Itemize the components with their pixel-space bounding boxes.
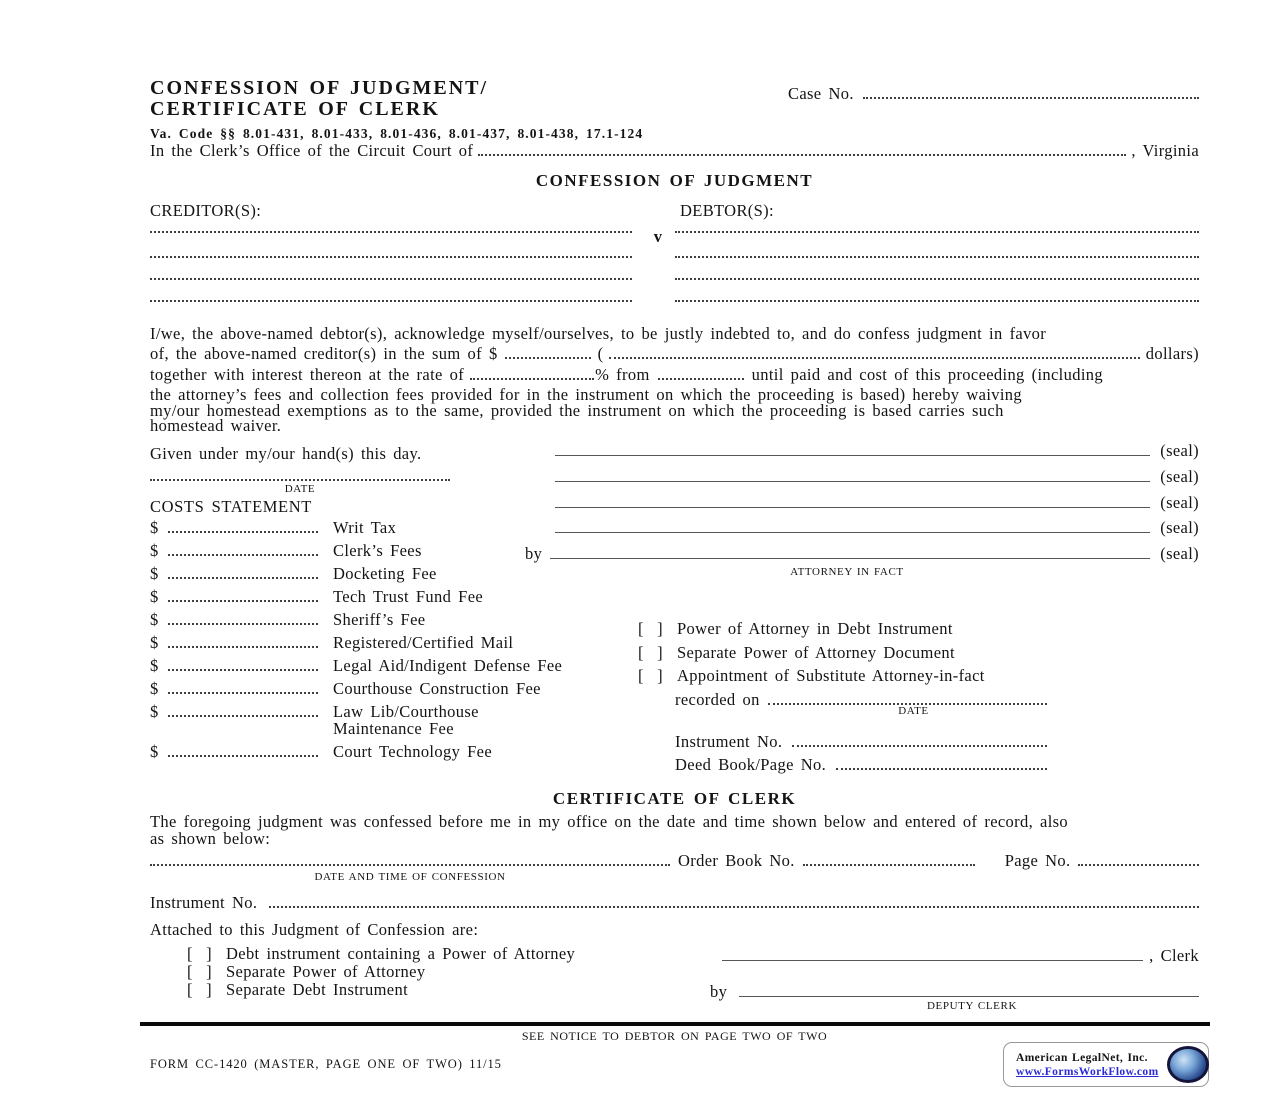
date-caption: DATE [284,483,316,495]
fee-amount-input-line[interactable] [168,703,318,717]
fee-label: Docketing Fee [333,564,437,583]
debtor-signature-line-3[interactable] [555,495,1150,508]
fee-label: Sheriff’s Fee [333,610,426,629]
debtor-signature-line-4[interactable] [555,520,1150,533]
debtor-line-4[interactable] [675,300,1199,302]
legalnet-url-link[interactable]: www.FormsWorkFlow.com [1016,1065,1159,1078]
dollar-sign: $ [150,587,159,606]
sum-amount-input-line[interactable] [505,345,591,359]
fee-label: Tech Trust Fund Fee [333,587,484,606]
dollar-sign: $ [150,564,159,583]
poa-option-row [638,619,953,639]
debt-instrument-poa-checkbox[interactable]: [ ] [187,944,212,963]
deputy-clerk-caption: DEPUTY CLERK [927,1000,1017,1012]
paragraph-text: my/our homestead exemptions as to the same, provided the instrument on which the proceeding is based carries such [150,401,1004,420]
paragraph-line [150,324,1199,344]
clerk-office-row [150,141,1199,161]
debtor-line-1[interactable] [675,231,1199,233]
poa-option-row [638,643,955,663]
signature-row [555,518,1199,535]
order-book-input-line[interactable] [803,852,975,866]
circuit-court-input-line[interactable] [478,142,1126,156]
versus-label: v [653,227,663,246]
interest-rate-input-line[interactable] [470,366,594,380]
poa-debt-instrument-checkbox[interactable]: [ ] [638,619,663,638]
clerk-signature-line[interactable] [722,948,1143,961]
dollar-sign: $ [150,679,159,698]
signature-row-by [525,544,1199,561]
fee-row [150,565,620,582]
by-label: by [525,544,543,563]
debtor-signature-line-2[interactable] [555,469,1150,482]
poa-option-label: Appointment of Substitute Attorney-in-fact [677,666,985,685]
paragraph-text: % from [595,365,650,384]
dollar-sign: $ [150,610,159,629]
debtor-label: DEBTOR(S): [680,201,774,220]
page-no-input-line[interactable] [1078,852,1199,866]
date-input-line[interactable] [150,467,450,481]
attorney-in-fact-signature-line[interactable] [550,546,1150,559]
deed-book-input-line[interactable] [836,756,1047,770]
clerk-suffix-label: , Clerk [1149,946,1199,965]
fee-amount-input-line[interactable] [168,680,318,694]
fee-row [150,634,620,651]
creditor-line-1[interactable] [150,231,632,233]
signature-row [555,467,1199,484]
fee-row [150,611,620,628]
signature-row [555,441,1199,458]
confession-datetime-input-line[interactable] [150,852,670,866]
deed-book-row [675,755,1047,775]
dollar-sign: $ [150,518,159,537]
legalnet-logo-box [1003,1042,1209,1087]
debtor-signature-line-1[interactable] [555,443,1150,456]
recorded-on-input-line[interactable] [768,691,1047,705]
paragraph-text: the attorney’s fees and collection fees provided for in the instrument on which the proceeding is based) hereby waiving [150,385,1022,404]
seal-label: (seal) [1160,467,1199,486]
fee-amount-input-line[interactable] [168,743,318,757]
costs-statement-title: COSTS STATEMENT [150,497,312,516]
attachment-label: Separate Power of Attorney [226,962,426,981]
fee-label: Court Technology Fee [333,742,493,761]
certificate-section-title: CERTIFICATE OF CLERK [552,789,797,808]
form-title [150,78,643,144]
deed-book-label: Deed Book/Page No. [675,755,827,774]
legalnet-company: American LegalNet, Inc. [1016,1051,1148,1064]
fee-label: Writ Tax [333,518,397,537]
virginia-label: , Virginia [1131,141,1199,160]
signature-row [555,493,1199,510]
paragraph-text: ( [597,344,604,363]
interest-from-input-line[interactable] [658,366,744,380]
separate-poa-document-checkbox[interactable]: [ ] [638,643,663,662]
paragraph-line [150,401,1199,420]
certificate-body-line: as shown below: [150,829,271,848]
by-label: by [710,982,728,1001]
attachment-row [187,945,575,962]
instrument-no-row [675,732,1047,752]
attachment-label: Debt instrument containing a Power of Attorney [226,944,576,963]
creditor-label: CREDITOR(S): [150,201,262,220]
paragraph-line [150,385,1199,404]
seal-label: (seal) [1160,493,1199,512]
form-title-line1: CONFESSION OF JUDGMENT/ [150,77,489,99]
attached-heading: Attached to this Judgment of Confession are: [150,920,479,939]
fee-row [150,588,620,605]
fee-row [150,680,620,697]
confession-datetime-caption: DATE AND TIME OF CONFESSION [314,871,506,883]
clerk-signature-row [722,946,1199,966]
separate-debt-instrument-checkbox[interactable]: [ ] [187,980,212,999]
seal-label: (seal) [1160,518,1199,537]
instrument-no-input-line[interactable] [792,733,1047,747]
dollar-sign: $ [150,633,159,652]
attorney-in-fact-caption: ATTORNEY IN FACT [790,566,904,578]
legalnet-globe-icon [1167,1046,1209,1083]
creditor-line-4[interactable] [150,300,632,302]
fee-amount-input-line[interactable] [168,634,318,648]
creditor-line-2[interactable] [150,256,632,258]
fee-row [150,542,620,559]
attachment-list [187,945,575,998]
paragraph-text: homestead waiver. [150,416,282,435]
case-no-row [788,84,1199,104]
certificate-instrument-input-line[interactable] [269,894,1199,908]
form-id: FORM CC-1420 (MASTER, PAGE ONE OF TWO) 11/15 [150,1057,502,1071]
page-no-label: Page No. [1004,851,1071,870]
order-book-label: Order Book No. [678,851,795,870]
code-references: Va. Code §§ 8.01-431, 8.01-433, 8.01-436, 8.01-437, 8.01-438, 17.1-124 [150,126,644,141]
fee-amount-input-line[interactable] [168,565,318,579]
instrument-no-label: Instrument No. [675,732,783,751]
costs-statement-list [150,519,620,766]
fee-label: Maintenance Fee [333,719,454,738]
substitute-attorney-checkbox[interactable]: [ ] [638,666,663,685]
paragraph-text: dollars) [1145,344,1199,363]
fee-label: Courthouse Construction Fee [333,679,541,698]
footer-rule [140,1022,1210,1026]
judgment-paragraph [150,324,1199,435]
notice-to-debtor: SEE NOTICE TO DEBTOR ON PAGE TWO OF TWO [521,1029,828,1043]
recorded-on-label: recorded on [675,690,760,709]
seal-label: (seal) [1160,544,1199,563]
poa-option-label: Separate Power of Attorney Document [677,643,955,662]
dollar-sign: $ [150,742,159,761]
certificate-body-line: The foregoing judgment was confessed before me in my office on the date and time shown below and entered of record, also [150,812,1069,831]
fee-row [150,703,620,737]
paragraph-line [150,344,1199,365]
attachment-row [187,981,575,998]
sum-words-input-line[interactable] [609,345,1139,359]
certificate-instrument-label: Instrument No. [150,893,258,912]
paragraph-text: until paid and cost of this proceeding (including [751,365,1103,384]
fee-label: Registered/Certified Mail [333,633,514,652]
dollar-sign: $ [150,541,159,560]
fee-label: Law Lib/Courthouse [333,702,479,721]
fee-label: Clerk’s Fees [333,541,422,560]
creditor-line-3[interactable] [150,278,632,280]
poa-option-label: Power of Attorney in Debt Instrument [677,619,953,638]
clerk-office-label: In the Clerk’s Office of the Circuit Court of [150,141,474,160]
fee-amount-input-line[interactable] [168,611,318,625]
paragraph-text: I/we, the above-named debtor(s), acknowledge myself/ourselves, to be justly indebted to, and do confess judgment in favor [150,324,1047,343]
poa-option-row [638,666,985,686]
fee-label: Legal Aid/Indigent Defense Fee [333,656,563,675]
case-no-input-line[interactable] [863,85,1199,99]
attachment-label: Separate Debt Instrument [226,980,409,999]
fee-amount-input-line[interactable] [168,542,318,556]
attachment-row [187,963,575,980]
certificate-body [150,813,1199,847]
case-no-label: Case No. [788,84,854,103]
fee-row [150,519,620,536]
fee-amount-input-line[interactable] [168,588,318,602]
seal-label: (seal) [1160,441,1199,460]
fee-row [150,743,620,760]
fee-amount-input-line[interactable] [168,657,318,671]
paragraph-line [150,365,1199,385]
paragraph-text: of, the above-named creditor(s) in the sum of $ [150,344,498,363]
debtor-line-2[interactable] [675,256,1199,258]
certificate-instrument-row [150,893,1199,913]
fee-amount-input-line[interactable] [168,519,318,533]
confession-section-title: CONFESSION OF JUDGMENT [535,171,814,190]
debtor-line-3[interactable] [675,278,1199,280]
deputy-clerk-signature-line[interactable] [739,984,1199,997]
given-under-hand-label: Given under my/our hand(s) this day. [150,444,422,463]
dollar-sign: $ [150,702,159,721]
separate-poa-checkbox[interactable]: [ ] [187,962,212,981]
deputy-clerk-signature-row [710,982,1199,1002]
recorded-date-caption: DATE [898,705,929,717]
form-title-line2: CERTIFICATE OF CLERK [150,98,440,120]
dollar-sign: $ [150,656,159,675]
confession-record-row [150,851,1199,871]
paragraph-text: together with interest thereon at the rate of [150,365,465,384]
fee-row [150,657,620,674]
